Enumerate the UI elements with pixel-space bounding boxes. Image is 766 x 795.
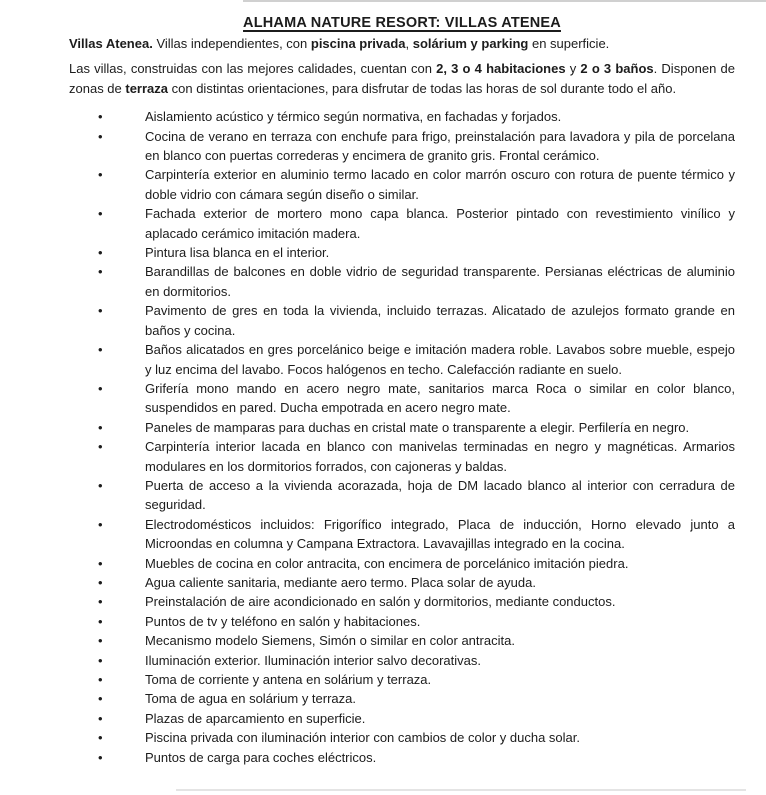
text-run: . Disponen de zonas de bbox=[69, 61, 735, 96]
feature-item: • Iluminación exterior. Iluminación interior salvo decorativas. bbox=[69, 651, 735, 670]
feature-item: • Barandillas de balcones en doble vidrio de seguridad transparente. Persianas eléctricas de aluminio en dormitorios. bbox=[69, 262, 735, 301]
page-title bbox=[69, 13, 735, 33]
feature-item: • Piscina privada con iluminación interior con cambios de color y ducha solar. bbox=[69, 728, 735, 747]
text-run: Las villas, construidas con las mejores calidades, cuentan con bbox=[69, 61, 437, 77]
feature-item: • Electrodomésticos incluidos: Frigorífico integrado, Placa de inducción, Horno elevado junto a Microondas en columna y Campana Extractora. Lavavajillas integrado en la cocina. bbox=[69, 515, 735, 554]
feature-item: • Puerta de acceso a la vivienda acorazada, hoja de DM lacado blanco al interior con cerradura de seguridad. bbox=[69, 476, 735, 515]
text-run-bold: 2 o 3 baños bbox=[580, 61, 654, 77]
feature-item: • Baños alicatados en gres porcelánico beige e imitación madera roble. Lavabos sobre mueble, espejo y luz encima del lavabo. Focos halógenos en techo. Calefacción radiante en suelo. bbox=[69, 340, 735, 379]
feature-item: • Toma de corriente y antena en solárium y terraza. bbox=[69, 670, 735, 689]
text-run-bold: piscina privada bbox=[310, 36, 406, 51]
text-run: , bbox=[405, 36, 413, 51]
feature-item: • Pavimento de gres en toda la vivienda, incluido terrazas. Alicatado de azulejos formato grande en baños y cocina. bbox=[69, 301, 735, 340]
text-run-bold: solárium y parking bbox=[412, 36, 529, 51]
text-run: en superficie. bbox=[528, 36, 610, 51]
features-list bbox=[69, 107, 735, 767]
feature-item: • Aislamiento acústico y térmico según normativa, en fachadas y forjados. bbox=[69, 107, 735, 126]
feature-item: • Carpintería interior lacada en blanco con manivelas terminadas en negro y magnéticas. Armarios modulares en los dormitorios forrados, con cajoneras y baldas. bbox=[69, 437, 735, 476]
feature-item: • Muebles de cocina en color antracita, con encimera de porcelánico imitación piedra. bbox=[69, 554, 735, 573]
text-run-bold: Villas Atenea. bbox=[69, 36, 153, 51]
text-run-bold: terraza bbox=[125, 80, 169, 96]
feature-item: • Fachada exterior de mortero mono capa blanca. Posterior pintado con revestimiento vinílico y aplacado cerámico imitación madera. bbox=[69, 204, 735, 243]
feature-item: • Grifería mono mando en acero negro mate, sanitarios marca Roca o similar en color blanco, suspendidos en pared. Ducha empotrada en acero negro mate. bbox=[69, 379, 735, 418]
page-edge-line-top bbox=[243, 0, 766, 2]
feature-item: • Carpintería exterior en aluminio termo lacado en color marrón oscuro con rotura de puente térmico y doble vidrio con cámara según diseño o similar. bbox=[69, 165, 735, 204]
page-title-text: ALHAMA NATURE RESORT: VILLAS ATENEA bbox=[243, 15, 561, 31]
feature-item: • Preinstalación de aire acondicionado en salón y dormitorios, mediante conductos. bbox=[69, 592, 735, 611]
text-run-bold: 2, 3 o 4 habitaciones bbox=[436, 61, 566, 77]
intro-paragraph-1 bbox=[69, 34, 735, 53]
feature-item: • Toma de agua en solárium y terraza. bbox=[69, 689, 735, 708]
feature-item: • Cocina de verano en terraza con enchufe para frigo, preinstalación para lavadora y pila de porcelana en blanco con puertas correderas y encimera de granito gris. Frontal cerámico. bbox=[69, 127, 735, 166]
feature-item: • Plazas de aparcamiento en superficie. bbox=[69, 709, 735, 728]
intro-paragraph-2 bbox=[69, 59, 735, 98]
feature-item: • Paneles de mamparas para duchas en cristal mate o transparente a elegir. Perfilería en negro. bbox=[69, 418, 735, 437]
feature-item: • Puntos de tv y teléfono en salón y habitaciones. bbox=[69, 612, 735, 631]
feature-item: • Mecanismo modelo Siemens, Simón o similar en color antracita. bbox=[69, 631, 735, 650]
text-run: con distintas orientaciones, para disfrutar de todas las horas de sol durante todo el año. bbox=[168, 80, 677, 96]
feature-item: • Agua caliente sanitaria, mediante aero termo. Placa solar de ayuda. bbox=[69, 573, 735, 592]
page-edge-line-bottom bbox=[176, 789, 746, 791]
text-run: Villas independientes, con bbox=[152, 36, 311, 51]
text-run: y bbox=[565, 61, 581, 77]
feature-item: • Puntos de carga para coches eléctricos. bbox=[69, 748, 735, 767]
feature-item: • Pintura lisa blanca en el interior. bbox=[69, 243, 735, 262]
